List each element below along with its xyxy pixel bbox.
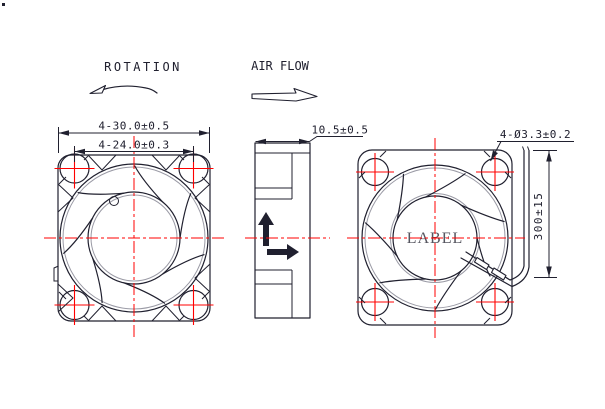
dim-hole-diameter	[491, 128, 575, 161]
blade	[380, 279, 426, 283]
blade	[426, 174, 466, 197]
dim-thickness	[256, 124, 369, 142]
dim-thickness-text: 10.5±0.5	[311, 123, 369, 137]
hub-label: LABEL	[406, 230, 464, 247]
annotations	[90, 59, 317, 101]
flow-up-arrow	[258, 212, 274, 246]
dim-outer-size-text: 4-30.0±0.5	[98, 119, 170, 133]
speck	[2, 3, 5, 6]
blade	[180, 194, 191, 238]
blade	[436, 271, 462, 309]
wire-ends	[523, 147, 530, 151]
rotation-arrow-icon	[90, 86, 157, 94]
flow-right-arrow	[267, 244, 299, 260]
dim-hole-diameter-text: 4-Ø3.3±0.2	[499, 128, 572, 141]
airflow-label: AIR FLOW	[251, 59, 309, 73]
blade	[163, 255, 204, 274]
blade	[78, 193, 124, 195]
blade	[397, 174, 403, 220]
blade	[124, 283, 165, 303]
hub-pilot-hole	[110, 197, 119, 206]
airflow-arrow-icon	[252, 89, 317, 102]
dim-wire-length	[532, 151, 557, 278]
wire-clip	[492, 268, 507, 280]
dim-wire-length-text: 300±15	[532, 191, 545, 241]
front-view	[44, 136, 224, 337]
rotation-label: ROTATION	[104, 60, 182, 74]
wire-clip	[475, 258, 490, 270]
side-view	[245, 143, 330, 318]
rear-view	[347, 138, 529, 338]
flow-direction-arrows	[258, 212, 299, 260]
dim-hole-pitch-text: 4-24.0±0.3	[98, 138, 170, 152]
